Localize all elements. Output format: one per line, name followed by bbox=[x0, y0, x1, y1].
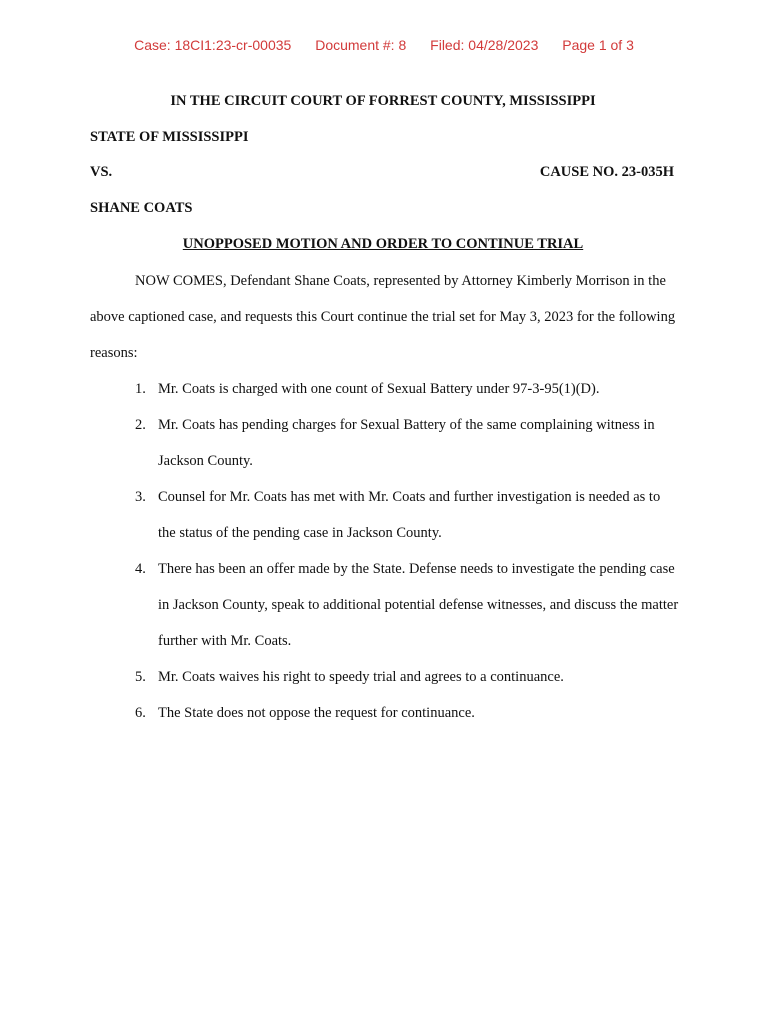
list-item-number: 2. bbox=[135, 417, 146, 433]
stamp-filed: Filed: 04/28/2023 bbox=[430, 37, 539, 53]
cause-number: CAUSE NO. 23-035H bbox=[539, 164, 674, 180]
list-item-number: 1. bbox=[135, 381, 146, 397]
list-item-text: There has been an offer made by the State. Defense needs to investigate the pending case in Jackson County, speak to additional potential defense witnesses, and discuss the matter further with Mr. Coats. bbox=[158, 561, 679, 649]
motion-title: UNOPPOSED MOTION AND ORDER TO CONTINUE TRIAL bbox=[182, 236, 584, 252]
filing-stamp bbox=[0, 37, 768, 53]
list-item bbox=[90, 371, 680, 407]
reasons-list bbox=[90, 371, 680, 731]
list-item bbox=[90, 551, 680, 659]
list-item bbox=[90, 659, 680, 695]
stamp-case: Case: 18CI1:23-cr-00035 bbox=[134, 37, 292, 53]
list-item-number: 4. bbox=[135, 561, 146, 577]
intro-paragraph: NOW COMES, Defendant Shane Coats, represented by Attorney Kimberly Morrison in the above captioned case, and requests this Court continue the trial set for May 3, 2023 for the following reasons: bbox=[90, 273, 676, 361]
list-item-text: Mr. Coats waives his right to speedy trial and agrees to a continuance. bbox=[158, 669, 564, 685]
list-item bbox=[90, 479, 680, 551]
list-item bbox=[90, 695, 680, 731]
court-title: IN THE CIRCUIT COURT OF FORREST COUNTY, MISSISSIPPI bbox=[170, 93, 596, 109]
list-item-text: Mr. Coats has pending charges for Sexual Battery of the same complaining witness in Jackson County. bbox=[158, 417, 655, 469]
list-item-text: Mr. Coats is charged with one count of Sexual Battery under 97-3-95(1)(D). bbox=[158, 381, 600, 397]
defendant-name: SHANE COATS bbox=[90, 200, 193, 216]
stamp-page: Page 1 of 3 bbox=[562, 37, 634, 53]
versus-label: VS. bbox=[90, 164, 113, 180]
list-item bbox=[90, 407, 680, 479]
list-item-number: 6. bbox=[135, 705, 146, 721]
list-item-text: The State does not oppose the request for continuance. bbox=[158, 705, 475, 721]
list-item-number: 5. bbox=[135, 669, 146, 685]
list-item-number: 3. bbox=[135, 489, 146, 505]
stamp-document: Document #: 8 bbox=[315, 37, 407, 53]
list-item-text: Counsel for Mr. Coats has met with Mr. Coats and further investigation is needed as to the status of the pending case in Jackson County. bbox=[158, 489, 661, 541]
plaintiff-name: STATE OF MISSISSIPPI bbox=[90, 129, 249, 145]
